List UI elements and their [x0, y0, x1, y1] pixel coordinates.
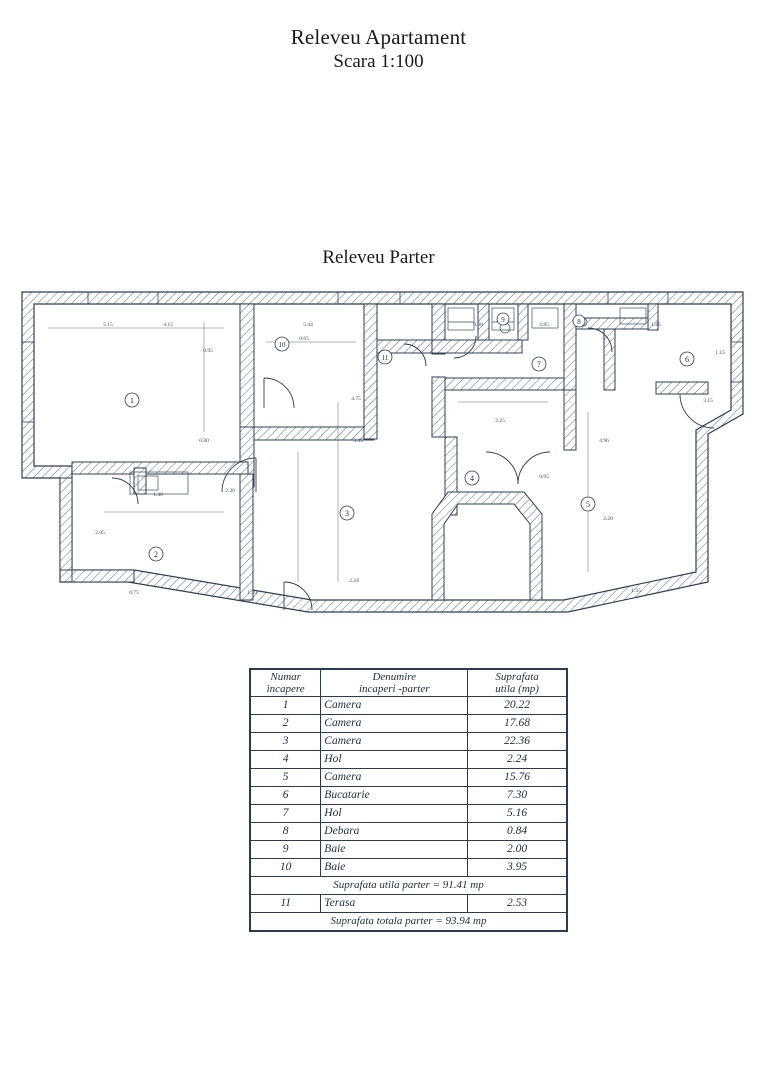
svg-text:3: 3	[345, 509, 349, 518]
room-marker-11	[378, 350, 392, 364]
cell-number: 1	[251, 697, 321, 715]
cell-number: 3	[251, 733, 321, 751]
svg-text:5: 5	[586, 500, 590, 509]
svg-text:0.95: 0.95	[539, 474, 549, 480]
room-marker-10	[275, 337, 289, 351]
svg-text:1.15: 1.15	[715, 350, 725, 356]
table-row	[251, 787, 567, 805]
svg-text:4.96: 4.96	[599, 438, 609, 444]
cell-area: 15.76	[468, 769, 567, 787]
svg-text:8: 8	[577, 318, 581, 326]
cell-area: 7.30	[468, 787, 567, 805]
svg-text:2.25: 2.25	[495, 418, 505, 424]
room-marker-8	[573, 315, 585, 327]
svg-text:0.90: 0.90	[473, 322, 483, 328]
cell-name: Camera	[321, 733, 468, 751]
svg-text:0.75: 0.75	[129, 590, 139, 596]
room-marker-9	[497, 313, 509, 325]
cell-name: Camera	[321, 697, 468, 715]
table-header-row	[251, 670, 567, 697]
cell-area: 22.36	[468, 733, 567, 751]
svg-text:5.15: 5.15	[103, 322, 113, 328]
header-name: Denumire incaperi -parter	[321, 670, 468, 697]
room-marker-5	[581, 497, 595, 511]
cell-number: 10	[251, 859, 321, 877]
table-row	[251, 841, 567, 859]
cell-number: 6	[251, 787, 321, 805]
svg-text:4.15: 4.15	[163, 322, 173, 328]
table-row	[251, 697, 567, 715]
cell-name: Hol	[321, 751, 468, 769]
cell-number: 7	[251, 805, 321, 823]
svg-text:1.85: 1.85	[651, 322, 661, 328]
svg-text:7: 7	[537, 360, 541, 369]
room-marker-4	[465, 471, 479, 485]
svg-text:0.65: 0.65	[299, 336, 309, 342]
svg-text:1: 1	[130, 396, 134, 405]
total-label: Suprafata totala parter = 93.94 mp	[251, 913, 567, 931]
table-row	[251, 733, 567, 751]
svg-text:9: 9	[501, 316, 505, 324]
svg-text:1.40: 1.40	[153, 492, 163, 498]
cell-area: 2.53	[468, 895, 567, 913]
subtotal-label: Suprafata utila parter = 91.41 mp	[251, 877, 567, 895]
cell-name: Debara	[321, 823, 468, 841]
svg-text:4.75: 4.75	[351, 396, 361, 402]
room-marker-1	[125, 393, 139, 407]
table-row	[251, 715, 567, 733]
room-marker-7	[532, 357, 546, 371]
table-row	[251, 859, 567, 877]
cell-area: 2.24	[468, 751, 567, 769]
svg-text:1.20: 1.20	[247, 590, 257, 596]
cell-name: Baie	[321, 859, 468, 877]
svg-text:4: 4	[470, 474, 474, 483]
document-title-block	[0, 24, 757, 75]
table-row	[251, 823, 567, 841]
cell-number: 2	[251, 715, 321, 733]
dimension-lines	[48, 322, 588, 582]
room-marker-6	[680, 352, 694, 366]
cell-name: Bucatarie	[321, 787, 468, 805]
table-row	[251, 751, 567, 769]
cell-area: 17.68	[468, 715, 567, 733]
cell-area: 0.84	[468, 823, 567, 841]
svg-text:1.35: 1.35	[631, 588, 641, 594]
svg-text:2.30: 2.30	[225, 488, 235, 494]
terrace-bay	[432, 492, 542, 600]
interior-walls	[72, 304, 708, 600]
room-schedule-table	[249, 668, 568, 932]
svg-text:2.05: 2.05	[95, 530, 105, 536]
plan-subtitle-block	[0, 247, 757, 269]
svg-text:5.44: 5.44	[303, 322, 313, 328]
svg-text:10: 10	[278, 341, 286, 349]
cell-name: Camera	[321, 769, 468, 787]
svg-text:3.45: 3.45	[353, 438, 363, 444]
header-number: Numar incapere	[251, 670, 321, 697]
cell-name: Terasa	[321, 895, 468, 913]
cell-name: Hol	[321, 805, 468, 823]
room-marker-3	[340, 506, 354, 520]
cell-area: 3.95	[468, 859, 567, 877]
floor-plan-drawing	[8, 282, 749, 652]
svg-text:2.24: 2.24	[349, 578, 359, 584]
svg-text:2.20: 2.20	[603, 516, 613, 522]
page-title: Releveu Apartament	[290, 25, 467, 49]
table-row	[251, 805, 567, 823]
svg-text:2: 2	[154, 550, 158, 559]
svg-text:2.85: 2.85	[539, 322, 549, 328]
table-total-row	[251, 913, 567, 931]
svg-text:3.15: 3.15	[703, 398, 713, 404]
header-area: Suprafata utila (mp)	[468, 670, 567, 697]
cell-area: 2.00	[468, 841, 567, 859]
cell-number: 8	[251, 823, 321, 841]
cell-name: Baie	[321, 841, 468, 859]
dimension-texts	[95, 322, 725, 596]
cell-number: 11	[251, 895, 321, 913]
svg-text:0.80: 0.80	[199, 438, 209, 444]
table-row	[251, 769, 567, 787]
table-row	[251, 895, 567, 913]
cell-number: 9	[251, 841, 321, 859]
scale-label: Scara 1:100	[333, 51, 424, 73]
cell-name: Camera	[321, 715, 468, 733]
cell-area: 20.22	[468, 697, 567, 715]
svg-text:0.95: 0.95	[203, 348, 213, 354]
cell-number: 4	[251, 751, 321, 769]
cell-number: 5	[251, 769, 321, 787]
cell-area: 5.16	[468, 805, 567, 823]
plan-subtitle: Releveu Parter	[322, 247, 435, 268]
svg-text:6: 6	[685, 355, 689, 364]
room-marker-2	[149, 547, 163, 561]
table-subtotal-row	[251, 877, 567, 895]
svg-text:11: 11	[381, 354, 389, 362]
